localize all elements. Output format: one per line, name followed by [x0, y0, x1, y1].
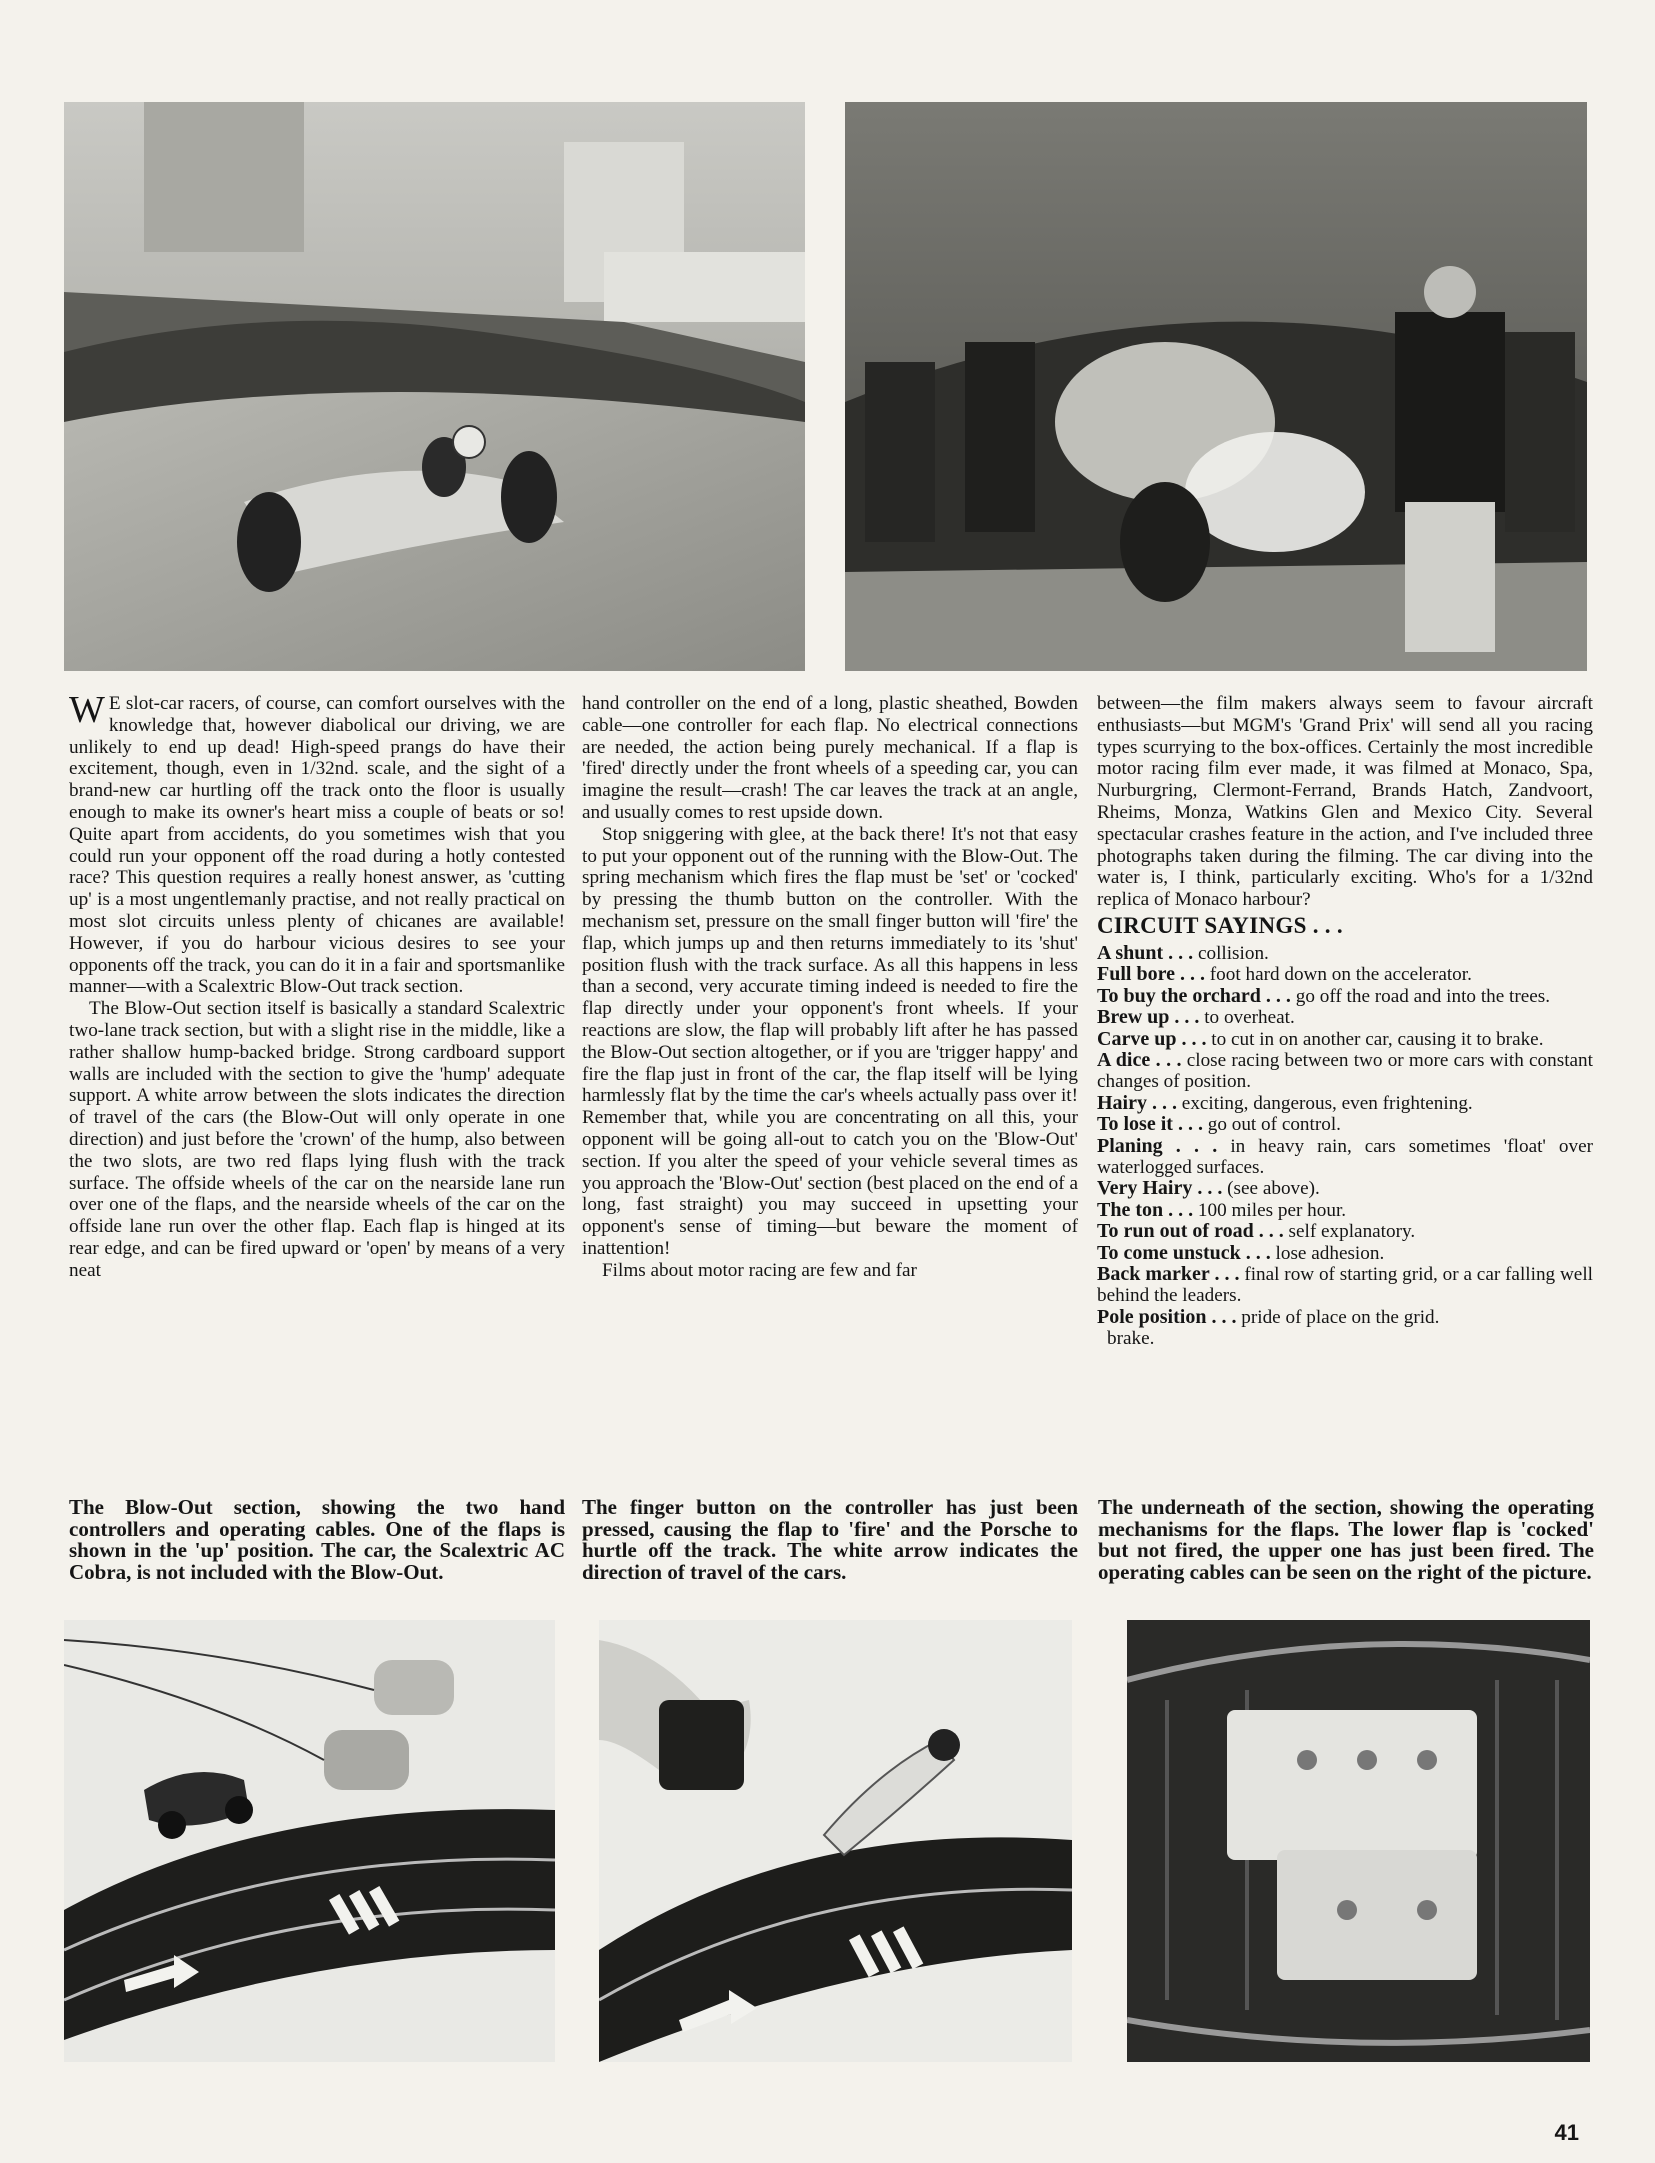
saying-item: A shunt . . . collision.: [1097, 941, 1269, 964]
saying-item: A dice . . . close racing between two or more cars with constant changes of position.: [1097, 1049, 1593, 1093]
article-paragraph: Films about motor racing are few and far: [602, 1259, 917, 1281]
saying-item: Very Hairy . . . (see above).: [1097, 1177, 1320, 1200]
saying-item: To run out of road . . . self explanatory.: [1097, 1220, 1416, 1243]
article-column-1: [69, 689, 565, 1282]
finger-button-photo: [599, 1620, 1072, 2062]
underneath-section-photo: [1127, 1620, 1590, 2062]
saying-item: Back marker . . . final row of starting grid, or a car falling well behind the leaders.: [1097, 1263, 1593, 1307]
drop-cap: W: [69, 689, 105, 731]
saying-item: Brew up . . . to overheat.: [1097, 1006, 1295, 1029]
racing-car-cornering-photo: [64, 102, 805, 671]
blow-out-section-photo: [64, 1620, 555, 2062]
saying-item: To lose it . . . go out of control.: [1097, 1113, 1341, 1136]
article-paragraph: between—the film makers always seem to favour aircraft enthusiasts—but MGM's 'Grand Prix' will send all you racing types scurrying to the box-offices. Certainly the most incredible motor racing film ever made, it was filmed at Monaco, Spa, Nurburgring, Clermont-Ferrand, Brands Hatch, Zandvoort, Rheims, Monza, Watkins Glen and Mexico City. Several spectacular crashes feature in the action, and I've included three photographs taken during the filming. The car diving into the water is, I think, particularly exciting. Who's for a 1/32nd replica of Monaco harbour?: [1097, 693, 1593, 911]
pit-crash-fire-photo: [845, 102, 1587, 671]
saying-item: The ton . . . 100 miles per hour.: [1097, 1198, 1347, 1221]
saying-item: To buy the orchard . . . go off the road and into the trees.: [1097, 984, 1551, 1007]
saying-item: Carve up . . . to cut in on another car, causing it to brake.: [1097, 1027, 1544, 1050]
article-paragraph: hand controller on the end of a long, plastic sheathed, Bowden cable—one controller for each flap. No electrical connections are needed, the action being purely mechanical. If a flap is 'fired' directly under the front wheels of a speeding car, you can imagine the result—crash! The car leaves the track at an angle, and usually comes to rest upside down.: [582, 693, 1078, 823]
article-paragraph: Stop sniggering with glee, at the back there! It's not that easy to put your opponent out of the running with the Blow-Out. The spring mechanism which fires the flap must be 'set' or 'cocked' by pressing the thumb button on the controller. With the mechanism set, pressure on the small finger button will 'fire' the flap, which jumps up and then returns immediately to its 'shut' position flush with the track surface. As all this happens in less than a second, very accurate timing indeed is needed to fire the flap directly under your opponent's front wheels. If your reactions are slow, the flap will probably lift after he has passed the Blow-Out section altogether, or if you are 'trigger happy' and fire the flap just in front of the car, the flap itself will be lying harmlessly flat by the time the car's wheels actually pass over it! Remember that, while you are concentrating on all this, your opponent will be going all-out to catch you on the 'Blow-Out' section. If you alter the speed of your vehicle several times as you approach the 'Blow-Out' section (best placed on the end of a long, fast straight) you may succeed in upsetting your opponent's sense of timing—but beware the moment of inattention!: [582, 823, 1078, 1259]
saying-item: To come unstuck . . . lose adhesion.: [1097, 1241, 1385, 1264]
saying-item: Pole position . . . pride of place on the grid.: [1097, 1305, 1440, 1328]
saying-item: Hairy . . . exciting, dangerous, even frightening.: [1097, 1091, 1473, 1114]
circuit-sayings-list: [1097, 943, 1593, 1350]
page-number: 41: [1554, 2120, 1579, 2145]
saying-item: Planing . . . in heavy rain, cars sometimes 'float' over waterlogged surfaces.: [1097, 1134, 1593, 1179]
caption-blow-out-section: The Blow-Out section, showing the two hand controllers and operating cables. One of the flaps is shown in the 'up' position. The car, the Scalextric AC Cobra, is not included with the Blow-Out.: [69, 1495, 565, 1584]
article-paragraph: W E slot-car racers, of course, can comfort ourselves with the knowledge that, however diabolical our driving, we are unlikely to end up dead! High-speed prangs do have their excitement, though, even in 1/32nd. scale, and the sight of a brand-new car hurtling off the track onto the floor is usually enough to make its owner's heart miss a couple of beats or so! Quite apart from accidents, do you sometimes wish that you could run your opponent off the road during a hotly contested race? This question requires a really honest answer, as 'cutting up' is a most ungentlemanly practise, and not really practical on most slot circuits unless plenty of chicanes are available! However, if you do harbour vicious desires to see your opponents off the track, you can do it in a fair and sportsmanlike manner—with a Scalextric Blow-Out track section.: [69, 689, 565, 998]
article-column-3: [1097, 693, 1593, 1350]
caption-underneath-section: The underneath of the section, showing the operating mechanisms for the flaps. The lower flap is 'cocked' but not fired, the upper one has just been fired. The operating cables can be seen on the right of the picture.: [1098, 1495, 1594, 1584]
article-paragraph: The Blow-Out section itself is basically a standard Scalextric two-lane track section, but with a slight rise in the middle, like a rather shallow hump-backed bridge. Strong cardboard support walls are included with the section to give the 'hump' adequate support. A white arrow between the slots indicates the direction of travel of the cars (the Blow-Out will only operate in one direction) and just before the 'crown' of the hump, also between the two slots, are two red flaps lying flush with the track surface. The offside wheels of the car on the nearside lane run over one of the flaps, and the nearside wheels of the car on the offside lane run over the other flap. Each flap is hinged at its rear edge, and can be fired upward or 'open' by means of a very neat: [69, 998, 565, 1281]
saying-trailing: brake.: [1107, 1328, 1155, 1350]
saying-item: Full bore . . . foot hard down on the accelerator.: [1097, 963, 1472, 986]
caption-finger-button: The finger button on the controller has just been pressed, causing the flap to 'fire' and the Porsche to hurtle off the track. The white arrow indicates the direction of travel of the cars.: [582, 1495, 1078, 1584]
article-column-2: [582, 693, 1078, 1282]
circuit-sayings-heading: CIRCUIT SAYINGS . . .: [1097, 912, 1343, 938]
